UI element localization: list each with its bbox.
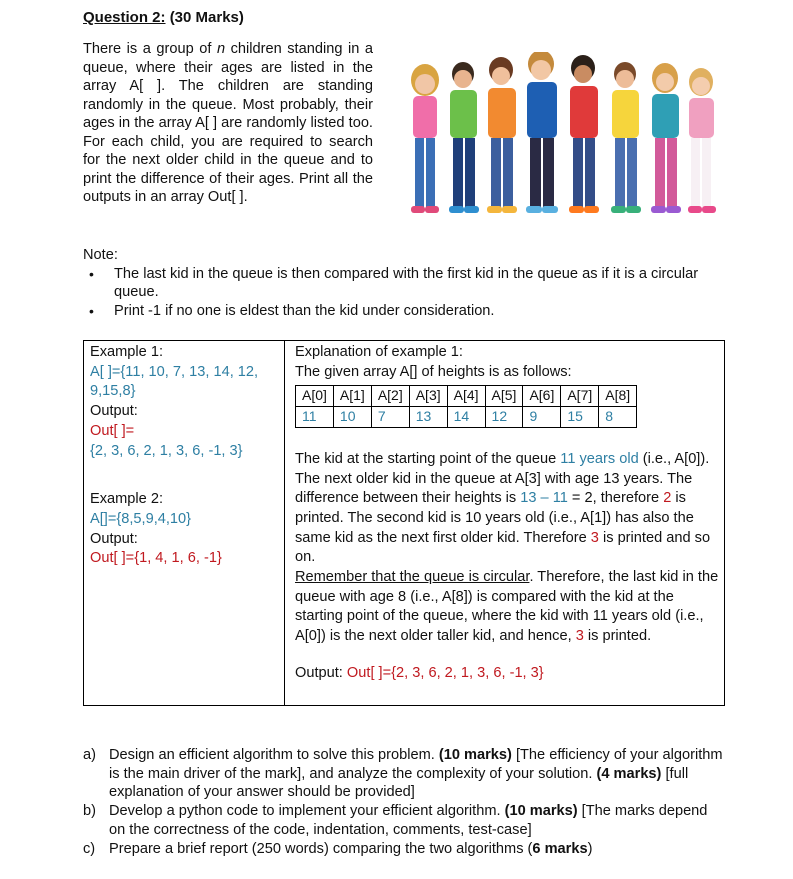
example2-input: A[]={8,5,9,4,10} bbox=[90, 510, 192, 527]
array-value-cell: 9 bbox=[523, 407, 561, 428]
p1-three: 3 bbox=[590, 529, 599, 546]
task-item-a bbox=[83, 746, 723, 802]
note-label: Note: bbox=[83, 247, 118, 263]
note-item: • The last kid in the queue is then compared with the first kid in the queue as if it is a circular queue. bbox=[87, 265, 727, 301]
example1-label: Example 1: bbox=[90, 344, 164, 360]
array-header-cell: A[6] bbox=[523, 386, 561, 407]
task-marks: (4 marks) bbox=[596, 765, 662, 782]
example1-output-label: Output: bbox=[90, 403, 138, 420]
task-list bbox=[83, 746, 723, 858]
array-header-cell: A[2] bbox=[371, 386, 409, 407]
intro-text-a: There is a group of bbox=[83, 41, 217, 57]
question-marks: (30 Marks) bbox=[169, 9, 244, 26]
kid-4 bbox=[526, 52, 558, 213]
array-value-cell: 13 bbox=[409, 407, 447, 428]
explanation-output bbox=[295, 664, 720, 684]
array-value-cell: 8 bbox=[599, 407, 637, 428]
p1-text: is printed. The second kid is 10 years old (i.e., A[1]) has also the same kid as the next first older kid. Therefore bbox=[295, 490, 694, 546]
question-title bbox=[83, 9, 244, 26]
array-value-cell: 10 bbox=[333, 407, 371, 428]
p1-two: 2 bbox=[663, 490, 672, 507]
p1-text: (i.e., A[0]). The next older kid in the queue at A[3] with age 13 years. The difference between their heights is bbox=[295, 450, 710, 507]
kid-5 bbox=[569, 55, 599, 213]
array-header-cell: A[5] bbox=[485, 386, 523, 407]
kid-1 bbox=[411, 64, 439, 213]
array-header-cell: A[8] bbox=[599, 386, 637, 407]
explanation-paragraph-2 bbox=[295, 568, 720, 647]
array-header-cell: A[1] bbox=[333, 386, 371, 407]
example1-out-value: {2, 3, 6, 2, 1, 3, 6, -1, 3} bbox=[90, 442, 243, 459]
explanation-title: Explanation of example 1: bbox=[295, 344, 463, 360]
array-value-cell: 15 bbox=[561, 407, 599, 428]
p1-calc: 13 – 11 bbox=[520, 490, 568, 507]
p1-text: The kid at the starting point of the queue bbox=[295, 450, 561, 467]
task-marks: 6 marks bbox=[532, 840, 588, 857]
task-item-b bbox=[83, 802, 723, 839]
p2-text: is printed. bbox=[583, 628, 652, 645]
intro-text-b: children standing in a queue, where their ages are listed in the array A[ ]. The children are standing randomly in the queue. Most probably, their ages in the array A[ ] are randomly listed too. For each child, you are required to search for the next older child in the queue and to print the difference of their ages. Print all the outputs in an array Out[ ]. bbox=[83, 41, 373, 205]
task-label: b) bbox=[83, 803, 96, 820]
note-item: • Print -1 if no one is eldest than the kid under consideration. bbox=[87, 302, 727, 320]
task-text: Develop a python code to implement your efficient algorithm. bbox=[109, 803, 505, 820]
array-value-row bbox=[296, 407, 637, 428]
kid-2 bbox=[449, 62, 479, 213]
example2-label: Example 2: bbox=[90, 491, 164, 508]
note-list bbox=[87, 265, 727, 321]
kid-8 bbox=[688, 68, 716, 213]
kid-7 bbox=[651, 63, 681, 213]
task-label: c) bbox=[83, 840, 96, 857]
intro-n: n bbox=[216, 41, 226, 57]
p2-text: . Therefore, the last kid in the queue with age 8 (i.e., A[8]) is compared with the kid at the starting point of the queue, where the kid with 11 years old (i.e., A[0]) is the next older taller kid, and hence, bbox=[295, 569, 719, 645]
examples-divider bbox=[284, 340, 285, 706]
example1-out-label: Out[ ]= bbox=[90, 422, 135, 439]
array-header-row bbox=[296, 386, 637, 407]
array-header-cell: A[3] bbox=[409, 386, 447, 407]
explanation-output-label: Output: bbox=[295, 664, 347, 681]
examples-column bbox=[90, 343, 280, 569]
question-label: Question 2: bbox=[83, 9, 166, 26]
array-header-cell: A[7] bbox=[561, 386, 599, 407]
p1-text: = 2, therefore bbox=[567, 490, 664, 507]
intro-paragraph bbox=[83, 40, 373, 207]
explanation-output-value: Out[ ]={2, 3, 6, 2, 1, 3, 6, -1, 3} bbox=[346, 664, 544, 681]
p1-text: is printed and so on. bbox=[295, 529, 711, 566]
array-header-cell: A[4] bbox=[447, 386, 485, 407]
kid-6 bbox=[611, 62, 641, 213]
example1-input: A[ ]={11, 10, 7, 13, 14, 12, 9,15,8} bbox=[90, 363, 259, 400]
array-table bbox=[295, 385, 637, 427]
explanation-paragraph-1 bbox=[295, 450, 720, 568]
p1-age: 11 years old bbox=[560, 450, 639, 467]
p2-three: 3 bbox=[575, 628, 584, 645]
task-label: a) bbox=[83, 747, 96, 763]
kid-3 bbox=[487, 57, 517, 213]
task-marks: (10 marks) bbox=[438, 747, 512, 763]
array-value-cell: 7 bbox=[371, 407, 409, 428]
example2-out-value: Out[ ]={1, 4, 1, 6, -1} bbox=[90, 550, 222, 567]
task-text: [The efficiency of your algorithm is the main driver of the mark], and analyze the complexity of your solution. bbox=[109, 747, 723, 782]
task-text: Prepare a brief report (250 words) comparing the two algorithms ( bbox=[109, 840, 533, 857]
example2-output-label: Output: bbox=[90, 530, 138, 547]
task-text: ) bbox=[587, 840, 593, 857]
task-item-c bbox=[83, 840, 723, 859]
task-text: [The marks depend on the correctness of the code, indentation, comments, test-case] bbox=[109, 803, 708, 838]
explanation-intro: The given array A[] of heights is as follows: bbox=[295, 363, 572, 380]
children-queue-image bbox=[393, 52, 723, 224]
array-value-cell: 11 bbox=[296, 407, 334, 428]
explanation-column bbox=[295, 343, 720, 684]
p2-underlined: Remember that the queue is circular bbox=[295, 569, 530, 586]
task-text: [full explanation of your answer should be provided] bbox=[109, 765, 689, 801]
array-value-cell: 14 bbox=[447, 407, 485, 428]
array-header-cell: A[0] bbox=[296, 386, 334, 407]
task-text: Design an efficient algorithm to solve this problem. bbox=[109, 747, 439, 763]
array-value-cell: 12 bbox=[485, 407, 523, 428]
task-marks: (10 marks) bbox=[504, 803, 578, 820]
